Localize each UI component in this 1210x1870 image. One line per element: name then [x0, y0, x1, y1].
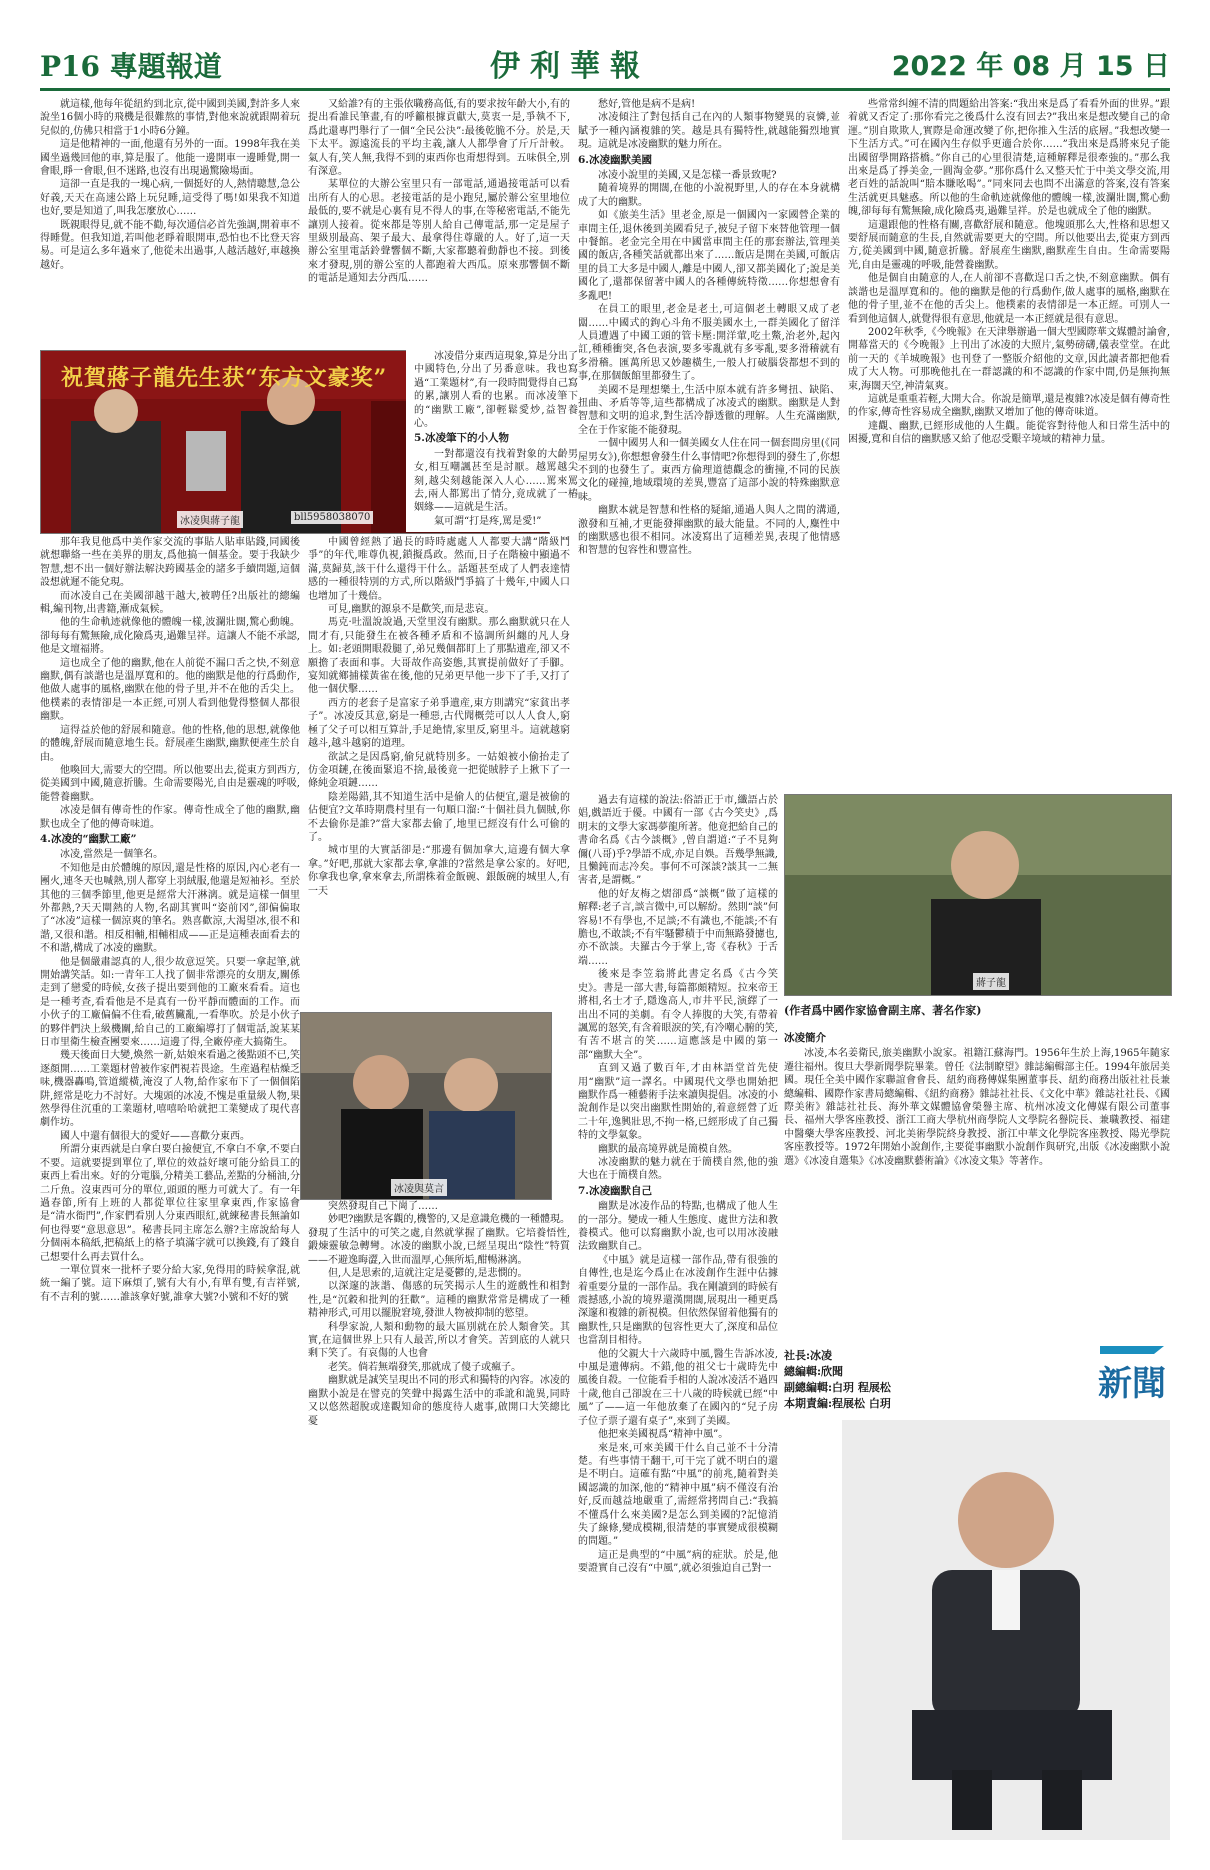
- author-portrait-image: [842, 1420, 1170, 1840]
- paragraph: 冰凌傾注了對包括自己在內的人類事物變異的哀憐,並賦予一種內涵複雜的笑。越是具有獨特性,就越能獨烈地實現。這就是冰凌幽默的魅力所在。: [578, 112, 840, 151]
- mo-yan-photo-image: [301, 1013, 551, 1199]
- paragraph: 那年我見他爲中美作家交流的事貼人貼車貼錢,同國後就想聯絡一些在美界的朋友,爲他搞一個基金。要于我缺少智慧,想不出一個好辦法解決跨國基金的諸多手續問題,這個設想就遲不能兌現。: [40, 537, 300, 589]
- paragraph: 一對都還沒有找着對象的大齡男女,相互嘲諷甚至是討厭。越罵越尖刻,越尖刻越能深入人心……罵來罵去,兩人都罵出了情分,竟成就了一樁姻緣——這就是生活。: [414, 448, 578, 514]
- paragraph: 幾天後面日大變,煥然一新,姑娘來看過之後點頭不已,笑逐顏開……工業題材曾被作家們視若畏途。生産過程枯燥乏味,機器轟鳴,管道縱橫,淹沒了人物,給作家布下了一個個陷阱,經常是吃力不討好。大塊頭的冰凌,不愧是重量級人物,果然學得住沉重的工業題材,嘻嘻哈哈就把工業變成了現代喜劇作坊。: [40, 1050, 300, 1129]
- paragraph: 冰凌借分東西這現象,算是分出了中國特色,分出了另番意味。我也寫過“工業題材”,有一段時間覺得自己寫的累,讓別人看的也累。而冰凌筆下的“幽默工廠”,卻輕鬆愛炒,益智養心。: [414, 351, 578, 430]
- paragraph: 冰凌幽默的魅力就在于簡樸自然,他的強大也在于簡樸自然。: [578, 1156, 778, 1182]
- paragraph: 欲試之是因爲窮,偷兒就特別多。一姑娘被小偷抬走了仿金項鏈,在後面緊追不捨,最後竟一把從賊脖子上揪下了一條純金項鏈……: [308, 751, 570, 790]
- author-note: (作者爲中國作家協會副主席、著名作家): [784, 1004, 982, 1017]
- mo-yan-photo: [300, 1012, 552, 1200]
- column-1-top: [40, 98, 300, 350]
- paragraph: 所謂分東西就是白拿白要白撿便宜,不拿白不拿,不要白不要。這就要提到單位了,單位的效益好壞可能分給員工的東西上看出來。好的分電腦,分精美工藝品,差點的分桶油,分二斤魚。沒東西可分的單位,頭頭的壓力可就大了。有一年過春節,所有上班的人都從單位往家里拿東西,作家協會是“清水衙門”,作家們看別人分東西眼紅,就練秘書長無論如何也得要“意思意思”。秘書長同主席怎么辦?主席說給每人分個兩本稿紙,把稿紙上的格子填滿字就可以換錢,有了錢自己想要什么再去買什么。: [40, 1144, 300, 1263]
- credit-editor: 總編輯:欣聞: [784, 1365, 844, 1378]
- paragraph: 幽默的最高境界就是簡模自然。: [598, 1143, 738, 1155]
- page-number: P16 專題報道: [40, 50, 222, 83]
- jiang-zilong-photo-image: [785, 795, 1171, 995]
- paragraph: 他的好友梅之熠卻爲“談概”做了這樣的解釋:老子言,談言微中,可以解紛。然則“談”何容易!不有學也,不足談;不有識也,不能談;不有膽也,不敢談;不有牢騷鬱積于中而無路發攄也,亦不欲談。夫羅古今于掌上,寄《春秋》于舌端……: [578, 888, 778, 967]
- paragraph: 《中風》就是這樣一部作品,帶有很強的自傳性,也是迄今爲止在冰淩創作生涯中佔據着重要分量的一部作品。我在剛讀到的時候有震撼感,小說的境界還漢開闊,展現出一種更爲深邃和複雜的新視模。但依然保留着他獨有的幽默性,只是幽默的包容性更大了,深度和品位也當刮目相待。: [578, 1254, 778, 1347]
- paragraph: 這卻一直是我的一塊心病,一個挺好的人,熱情聰慧,急公好義,天天在高速公路上玩兒睡,這受得了嗎!如果我不知道也好,要是知道了,叫我怎麼放心……: [40, 179, 300, 218]
- paragraph: 這正是典型的“中風”病的症狀。於是,他要證實自己沒有“中風”,就必須強迫自己對一: [578, 1549, 778, 1575]
- paragraph: 科學家說,人類和動物的最大區別就在於人類會笑。其實,在這個世界上只有人最苦,所以才會笑。苦到底的人就只剩下笑了。有哀傷的人也會: [308, 1321, 570, 1360]
- column-1-bottom: [40, 536, 300, 1840]
- author-portrait: [842, 1420, 1170, 1840]
- paragraph: 他把來美國視爲“精神中風”。: [598, 1429, 729, 1441]
- staff-credits: [784, 1348, 891, 1412]
- paragraph: 這是他精神的一面,他還有另外的一面。1998年我在美國坐過幾回他的車,算是服了。他能一邊開車一邊睡覺,開一會眼,睜一會眼,但不迷路,也沒有出現過驚險場面。: [40, 139, 300, 178]
- column-2-side: [406, 350, 578, 532]
- paragraph: 而冰凌自己在美國卻越干越大,被聘任?出版社的總編輯,編刊物,出書籍,漸成氣候。: [40, 590, 300, 616]
- paragraph: 中國曾經熱了過長的時時處處人人都要大講“階級鬥爭”的年代,唯尊仇視,鎖擬爲政。然而,日子在階檢中顯過不滿,莫歸莫,該干什么還得干什么。話題甚至成了人們表達情感的一種很特別的方式,所以階級鬥爭搞了十幾年,中國人口也增加了十幾倍。: [308, 537, 570, 602]
- credit-deputy: 副總編輯:白玥 程展松: [784, 1381, 891, 1394]
- paragraph: 這也成全了他的幽默,他在人前從不漏口舌之快,不刻意幽默,偶有談諧也是溫厚寬和的。他的幽默是他的行爲動作,他做人處事的風格,幽默在他的骨子里,并不在他的舌尖上。他樸素的表情卻是一本正經,可別人看到他覺得整個人都很幽默。: [40, 657, 300, 723]
- section-heading: 6.冰凌幽默美國: [578, 153, 652, 166]
- paragraph: 突然發現自己下崗了……: [328, 1201, 438, 1212]
- paragraph: 以深邃的詼諧、傷感的玩笑揭示人生的遊戲性和相對性,是“沉穀和批判的狂歡”。這種的幽默常常是構成了一種精神形式,可用以擺脫窘境,發泄人物被抑制的慾望。: [308, 1281, 570, 1320]
- credit-president: 社長:冰凌: [784, 1349, 833, 1362]
- bio-paragraph: 冰凌,本名姜衛民,旅美幽默小說家。祖籍江蘇海門。1956年生於上海,1965年隨家遷往福州。復旦大學新聞學院畢業。曾任《法制瞭望》雜誌編輯部主任。1994年旅居美國。現任全美中國作家聯誼會會長、紐約商務傳媒集團董事長、紐約商務出版社社長兼總編輯、國際作家書局總編輯、《紐約商務》雜誌社社長、《文化中華》雜誌社社長、《國際美術》雜誌社社長、海外華文媒體協會榮譽主席、杭州冰凌文化傳媒有限公司董事長、福州大學客座教授、浙江工商大學杭州商學院人文學院名譽院長、兼職教授、福建中醫藥大學客座教授、河北美術學院終身教授、浙江中華文化學院客座教授、陽光學院客座教授等。1972年開始小說創作,主要從事幽默小說創作與研究,出版《冰凌幽默小說選》《冰凌自選集》《冰凌幽默藝術論》《冰凌文集》等著作。: [784, 1048, 1170, 1167]
- paragraph: 些常常纠缠不清的問題給出答案:“我出來是爲了看看外面的世界。”跟着就又否定了:那你看完之後爲什么沒有回去?”我出來是想改變自己的命運。”別自欺欺人,實際是命運改變了你,把你推入生活的底層。”我想改變一下生活方式。”可在國內生存似乎更適合於你……”我出來是爲將來兒子能出國留學開路搭橋。”你自己的心里很清楚,這種解釋是很牽強的。”那么我出來是爲了掙美金,一圓淘金夢。”那你爲什么又整天忙于中美文學交流,用老百姓的話說叫“賠本賺吆喝”。”同來同去也問不出滿意的答案,沒有答案生活就更具魅惑。所以他的生命軌迹就像他的體魄一樣,波瀾壯闊,驚心動魄,卻每每有驚無險,成化險爲夷,過難呈祥。於是也就成全了他的幽默。: [848, 99, 1170, 218]
- column-4-bio: [784, 1030, 1170, 1330]
- column-3-bottom: [578, 794, 778, 1840]
- issue-date: 2022 年 08 月 15 日: [891, 51, 1170, 82]
- paragraph: 過去有這樣的說法:俗語正于市,纖語占於娼,戲語近于優。中國有一部《古今笑史》,爲明末的文學大家馮夢龍所著。他竟把給自己的書命名爲《古今談概》,曾自謂道:“子不見夠儞(八哥)乎?學語不成,亦足自娛。吾幾學無識,且懶鈍而志冷矣。事何不可深談?談其一二無害者,是謂概。”: [578, 795, 778, 887]
- paragraph: 愁好,管他是病不是病!: [598, 99, 696, 110]
- paragraph: 一單位買來一批杯子要分給大家,免得用的時候拿混,就統一編了號。這下麻煩了,號有大有小,有單有雙,有吉祥號,有不吉利的號……誰該拿好號,誰拿大號?小號和不好的號: [40, 1264, 300, 1303]
- paragraph: 他的父親大十六歲時中風,醫生告訴冰凌,中風是遺傳病。不錯,他的祖父七十歲時先中風後自殺。一位能看手相的人說冰凌活不過四十歲,他自己卻說在三十八歲的時候就已經“中風”了——這一年他放棄了在國內的“兒子房子位子票子還有桌子”,來到了美國。: [578, 1348, 778, 1427]
- paragraph: 他的生命軌迹就像他的體魄一樣,波瀾壯闊,驚心動魄。卻每每有驚無險,成化險爲夷,過難呈祥。這讓人不能不承認,他是文壇福將。: [40, 617, 300, 656]
- news-logo: [1094, 1340, 1170, 1404]
- paragraph: 不知他是由於體魄的原因,還是性格的原因,內心老有一團火,連冬天也喊熱,別人都穿上羽絨服,他還是短袖衫。至於其他的三個季節里,他更是經常大汗淋漓。就是這樣一個里外都熱,?天天閘熱的人物,名副其實叫“姿前冈”,卻偏偏取了“冰凌”這樣一個涼爽的筆名。熟喜歡涼,大渴望冰,很不和諧,又很和諧。相反相輔,相輔相成——正是這種表面看去的不和諧,構成了冰凌的幽默。: [40, 862, 300, 955]
- paragraph: 氣可謂“打是疼,罵是愛!”: [434, 515, 542, 527]
- column-3-top: [578, 98, 840, 792]
- photo-caption: 冰凌與莫言: [391, 1179, 447, 1196]
- paragraph: 直到又過了數百年,才由林語堂首先使用“幽默”這一譯名。中國現代文學也開始把幽默作爲一種藝術手法來讀與提倡。冰凌的小說創作是以突出幽默性開始的,着意經營了近二十年,逸興壯思,不拘一格,已經形成了自己獨特的文學氣象。: [578, 1063, 778, 1142]
- paragraph: 但,人是思索的,這就注定是憂鬱的,是悲憫的。: [328, 1268, 528, 1280]
- paragraph: 冰凌小說里的美國,又是怎樣一番景致呢?: [598, 170, 777, 182]
- paragraph: 他喚回大,需要大的空間。所以他要出去,從東方到西方,從美國到中國,隨意折騰。生命需要陽光,自由是靈魂的呼吸,能營養幽默。: [40, 764, 300, 803]
- paragraph: 陰差陽錯,其不知道生活中是偷人的佔便宜,還是被偷的佔便宜?文革時期農村里有一句順口溜:“十個社員九個賊,你不去偷你是誰?”當大家都去偷了,地里已經沒有什么可偷的了。: [308, 791, 570, 843]
- section-heading: 4.冰凌的“幽默工廠”: [40, 832, 137, 845]
- paragraph: 後來是李笠翁將此書定名爲《古今笑史》。書是一部大書,每篇都頗精短。拉來帝王將相,名士才子,隱逸高人,市井平民,演繹了一出出不同的美劇。有令人捧腹的大笑,有帶着諷罵的怒笑,有含着眼淚的笑,有冷嘲心腑的笑,有苦不堪言的笑……這應該是中國的第一部“幽默大全”。: [578, 969, 778, 1061]
- paragraph: 妙吧?幽默是客觀的,機警的,又是意識危機的一種體現。發現了生活中的可笑之處,自然就掌握了幽默。它培養悟性,鍛煉靈敏急轉彎。冰凌的幽默小說,已經呈現出“陰性”特質——不避逸晦澀,入世而溫厚,心無所垢,酣暢淋漓。: [308, 1214, 570, 1266]
- column-2-lower: [308, 1200, 570, 1840]
- masthead: [40, 48, 1170, 91]
- paragraph: 幽默本就是智慧和性格的疑縮,通過人與人之間的溝通,激發和互補,才更能發揮幽默的最大能量。不同的人,麋性中的幽默感也很不相同。冰凌寫出了這種差異,表現了他情感和智慧的包容性和豐富性。: [578, 505, 840, 557]
- banner-text: 祝賀蔣子龍先生获“东方文豪奖”: [61, 365, 388, 391]
- jiang-zilong-photo: [784, 794, 1172, 996]
- photo-caption: 蔣子龍: [973, 973, 1009, 990]
- paragraph: 這就是重重若輕,大開大合。你說是簡單,還是複雜?冰凌是個有傳奇性的作家,傳奇性容易成全幽默,幽默又增加了他的傳奇味道。: [848, 393, 1170, 419]
- photo-caption: 冰凌與蔣子龍: [177, 511, 243, 528]
- paragraph: 幽默是冰凌作品的特點,也構成了他人生的一部分。變成一種人生態度、處世方法和教養模式。他可以寫幽默小說,也可以用冰淩融法致幽默自己。: [578, 1201, 778, 1253]
- paragraph: 既親眼得見,就不能不勸,每次通信必首先強調,開着車不得睡覺。但我知道,若叫他老睜着眼開車,恐怕也不比登天容易。可是這么多年過來了,他從未出過事,人越活越好,車越換越好。: [40, 219, 300, 271]
- paragraph: 國人中還有個很大的愛好——喜歡分東西。: [60, 1130, 250, 1142]
- paragraph: 就這樣,他每年從紐約到北京,從中國到美國,對許多人來說坐16個小時的飛機是很難熬的事情,對他來說就跟閘着玩兒似的,仿佛只相當于1小時6分鐘。: [40, 99, 300, 137]
- publication-name: 伊利華報: [490, 49, 650, 84]
- paragraph: 他是個自由隨意的人,在人前卻不喜歡逞口舌之快,不刻意幽默。偶有談諧也是溫厚寬和的。他的幽默是他的行爲動作,做人處事的風格,幽默在他的骨子里,並不在他的舌尖上。他樸素的表情卻是一本正經。可別人一看到他這個人,就覺得很有意思,他就是一本正經就是很有意思。: [848, 273, 1170, 325]
- paragraph: 如《旅美生活》里老金,原是一個國內一家國營企業的車間主任,退休後到美國看兒子,被兒子留下來替他管理一個中餐館。老金完全用在中國當車間主任的那套辦法,管理美國的飯店,各種笑話就都出來了……飯店是開在美國,可飯店里的員工大多是中國人,離是中國人,卻又都美國化了;說是美國化了,還都保留著中國人的各種傳統特徵……你想想會有多亂吧!: [578, 210, 840, 302]
- paragraph: 某單位的大辦公室里只有一部電話,通過接電話可以看出所有人的心思。老接電話的是小跑兒,屬於辦公室里地位最低的,要不就是心裏有見不得人的事,在等秘密電話,不能先讓別人接着。從來都是等別人給自己傳電話,那一定是屋子里級別最高、架子最大、最拿得住尊嚴的人。好了,這一天辦公室里電話鈴聲響個不斷,大家都聽着動靜也不接。到後來才發現,別的辦公室的人都跑着大西瓜。原來那響個不斷的電話是通知去分西瓜……: [308, 179, 570, 285]
- paragraph: 又給誰?有的主張依職務高低,有的要求按年齡大小,有的提出看誰民筆畫,有的呼籲根據貢獻大,莫衷一是,爭執不下,爲此還專門舉行了一個“全民公決”:最後乾脆不分。於是,天下太平。源遠流長的平均主義,讓人人都學會了斤斤計較。氣人有,笑人無,我得不到的東西你也甭想得到。五味俱全,別有深意。: [308, 99, 570, 178]
- paragraph: 可見,幽默的源泉不是歡笑,而是悲哀。: [328, 604, 495, 616]
- column-2-middle: [308, 536, 570, 1010]
- paragraph: 老笑。倘若無端發笑,那就成了傻子或瘋子。: [328, 1361, 522, 1373]
- column-4-top: [848, 98, 1170, 792]
- paragraph: 2002年秋季,《今晚報》在天津舉辦過一個大型國際華文媒體討論會,開幕當天的《今晚報》上刊出了冰凌的大照片,氣勢磅礴,儀表堂堂。在此前一天的《羊城晚報》也刊登了一整版介紹他的文章,因此讀者都把他看成了大人物。可那晚他扎在一群認識的和不認識的作家中間,仍是無拘無束,海闊天空,神清氣爽。: [848, 326, 1170, 392]
- bio-heading: 冰凌簡介: [784, 1032, 826, 1044]
- paragraph: 來是來,可來美國干什么自己並不十分清楚。有些事情干翻干,可干完了就不明白的還是不明白。這確有點“中風”的前兆,隨着對美國認識的加深,他的“精神中風”病不僅沒有治好,反而越益地嚴重了,需經常拷問自己:“我搞不懂爲什么來美國?是怎么到美國的?記憶消失了線條,變成模糊,很清楚的事實變成很模糊的問題。”: [578, 1442, 778, 1548]
- column-2-top: [308, 98, 570, 350]
- paragraph: 這得益於他的舒展和隨意。他的性格,他的思想,就像他的體魄,舒展而隨意地生長。舒展產生幽默,幽默便產生於自由。: [40, 724, 300, 763]
- credit-issue: 本期責編:程展松 白玥: [784, 1397, 891, 1410]
- paragraph: 隨着境界的開闊,在他的小說視野里,人的存在本身就構成了大的幽默。: [578, 183, 840, 208]
- photo-watermark: bll5958038070: [291, 511, 373, 524]
- paragraph: 冰凌,當然是一個筆名。: [60, 849, 164, 861]
- logo-text: 新聞: [1098, 1364, 1166, 1404]
- paragraph: 一個中國男人和一個美國女人住在同一個套間房里(《同屋男女》),你想想會發生什么事情吧?你想得到的發生了,你想不到的也發生了。東西方倫理道德觀念的衝撞,不同的民族文化的碰撞,地域環境的差異,豐富了這部小說的特殊幽默意味。: [578, 438, 840, 503]
- paragraph: 達觀、幽默,已經形成他的人生觀。能從容對待他人和日常生活中的困擾,寬和自信的幽默感又給了他忍受艱辛境域的精神力量。: [848, 420, 1170, 446]
- paragraph: 幽默就是誠笑呈現出不同的形式和獨特的內容。冰凌的幽默小說是在譬克的笑聲中揭露生活中的乖訛和詭異,同時又以悠然超脫或達觀知命的態度待人處事,啟開口大笑總比憂: [308, 1375, 570, 1427]
- paragraph: 在員工的眼里,老金是老土,可這個老土轉眼又成了老闆……中國式的鉤心斗角不服美國水土,一群美國化了留洋人員遭遇了中國工頭的管卡壓:開洋葷,吃土鱉,治老外,起內訌,種種衝突,各色表演,要多零亂就有多零亂,要多滑稽就有多滑稽。匯萬所思又妙趣橫生,一般人打破腦袋都想不到的事,在那個飯館里都發生了。: [578, 304, 840, 383]
- paragraph: 美國不是理想樂土,生活中原本就有許多彎扭、缺陷、扭曲、矛盾等等,這些都構成了冰凌式的幽默。幽默是人對智慧和文明的追求,對生活冷靜透徹的理解。人生充滿幽默,全在于作家能不能發現。: [578, 384, 840, 436]
- paragraph: 冰凌是個有傳奇性的作家。傳奇性成全了他的幽默,幽默也成全了他的傳奇味道。: [40, 805, 300, 830]
- paragraph: 城市里的大實話卻是:“那邊有個加拿大,這邊有個大拿拿。”好吧,那就大家都去拿,拿誰的?當然是拿公家的。好吧,你拿我也拿,拿來拿去,所謂株着金飯碗、銀飯碗的城里人,有一天: [308, 845, 570, 897]
- paragraph: 他是個嚴肅認真的人,很少故意逗笑。只要一拿起筆,就開始講笑話。如:一青年工人找了個非常漂亮的女朋友,關係走到了戀愛的時候,女孩子提出要到他的工廠來看看。這也是一種考查,看看他是不是真有一份平靜而體面的工作。而小伙子的工廠偏偏不住看,破舊臟亂,一看準吹。於是小伙子的夥伴們決上級機關,給自己的工廠編導打了個電話,說某某日市里衛生檢查團要來……這邊了得,全廠停產大搞衛生。: [40, 956, 300, 1049]
- paragraph: 西方的老套子是富家子弟爭遺産,東方則講究“家貧出孝子”。冰凌反其意,窮是一種惡,古代聞概莞可以人人食人,窮極了父子可以相互算計,手足絶情,家里反,窮里斗。這就越窮越斗,越斗越窮的道理。: [308, 697, 570, 750]
- section-heading: 5.冰凌筆下的小人物: [414, 432, 509, 445]
- paragraph: 這還跟他的性格有關,喜歡舒展和隨意。他塊頭那么大,性格和思想又要舒展而隨意的生長,自然就需要更大的空間。所以他要出去,從東方到西方,從美國到中國,隨意折騰。舒展産生幽默,幽默産生自由。生命需要陽光,自由是靈魂的呼吸,能營養幽默。: [848, 219, 1170, 271]
- paragraph: 馬克·吐溫說說過,天堂里沒有幽默。那么幽默就只在人間才有,只能發生在被各種矛盾和不協調所糾纏的凡人身上。如:老頭開眼殺腿了,弟兄幾個都盯上了那點遺産,卻又不願擔了表面和事。大哥故作高姿態,其實提前做好了手腳。宴知就鄉捕樣黃雀在後,他的兄弟更早他一步下了手,又打了他一個伏擊……: [308, 617, 570, 696]
- section-heading: 7.冰凌幽默自己: [578, 1184, 652, 1197]
